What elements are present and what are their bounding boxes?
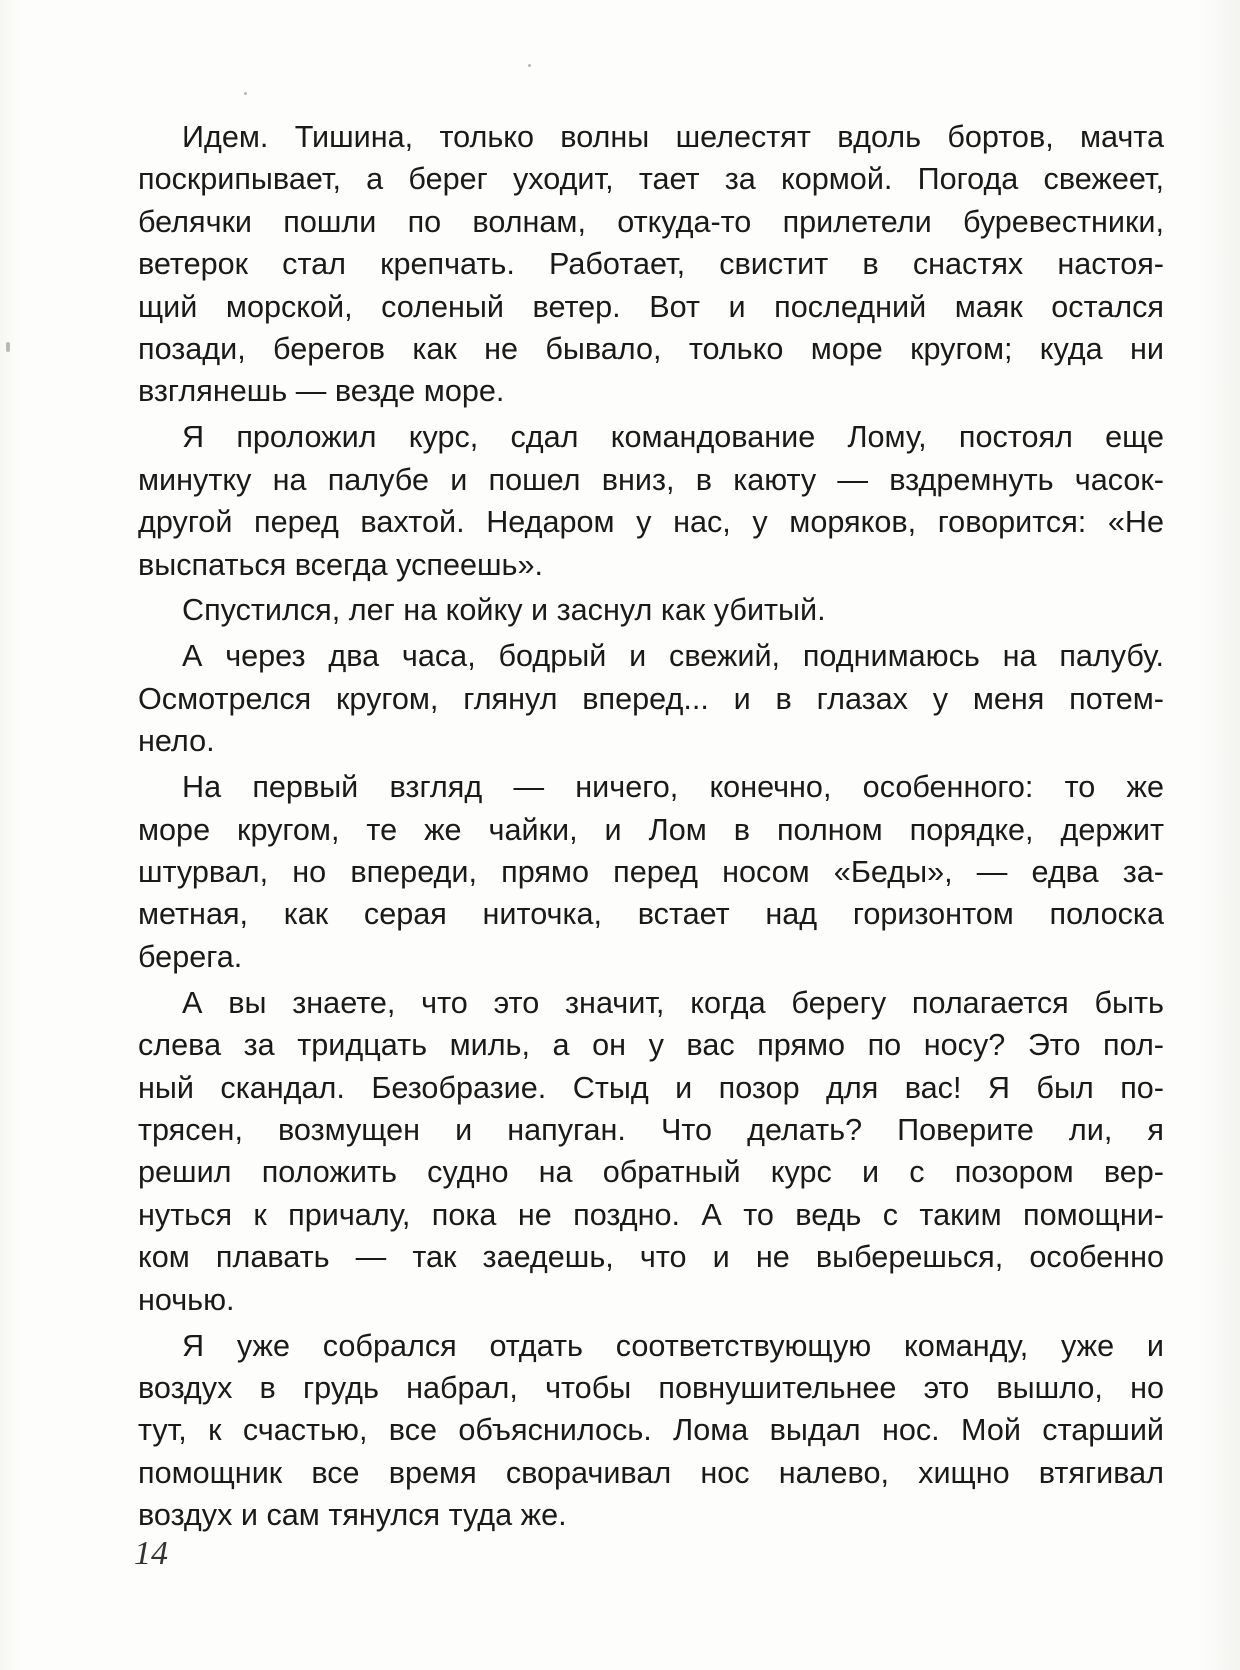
text-line: Идем. Тишина, только волны шелестят вдоль бортов, мачта: [182, 120, 1164, 154]
text-line: трясен, возмущен и напуган. Что делать? Поверите ли, я: [138, 1112, 1164, 1147]
paper-speck: [244, 92, 247, 95]
text-line: Спустился, лег на койку и заснул как убитый.: [182, 593, 826, 628]
text-line: Осмотрелся кругом, глянул вперед... и в глазах у меня потем-: [138, 681, 1164, 716]
text-line: ком плавать — так заедешь, что и не выберешься, особенно: [138, 1240, 1164, 1275]
paper-speck: [528, 64, 531, 67]
text-line: другой перед вахтой. Недаром у нас, у моряков, говорится: «Не: [138, 505, 1164, 540]
text-line: Я проложил курс, сдал командование Лому, постоял еще: [182, 420, 1164, 455]
text-line: выспаться всегда успеешь».: [138, 547, 543, 582]
text-line: слева за тридцать миль, а он у вас прямо по носу? Это пол-: [138, 1028, 1164, 1063]
text-line: помощник все время сворачивал нос налево, хищно втягивал: [138, 1455, 1164, 1490]
text-line: Я уже собрался отдать соответствующую команду, уже и: [182, 1328, 1164, 1363]
text-line: позади, берегов как не бывало, только море кругом; куда ни: [138, 331, 1164, 366]
text-line: На первый взгляд — ничего, конечно, особенного: то же: [182, 770, 1164, 805]
text-line: воздух и сам тянулся туда же.: [138, 1498, 567, 1533]
text-line: ный скандал. Безобразие. Стыд и позор для вас! Я был по-: [138, 1070, 1164, 1105]
paragraph: [138, 635, 1164, 762]
story-text: [138, 116, 1164, 1540]
paper-speck: [6, 342, 10, 352]
paragraph: [138, 1325, 1164, 1537]
text-line: белячки пошли по волнам, откуда-то прилетели буревестники,: [138, 204, 1164, 239]
text-line: берега.: [138, 939, 243, 974]
text-line: нуться к причалу, пока не поздно. А то ведь с таким помощни-: [138, 1197, 1164, 1232]
text-line: воздух в грудь набрал, чтобы повнушительнее это вышло, но: [138, 1370, 1164, 1405]
text-line: щий морской, соленый ветер. Вот и последний маяк остался: [138, 289, 1164, 324]
paragraph: [138, 766, 1164, 978]
text-line: штурвал, но впереди, прямо перед носом «Беды», — едва за-: [138, 855, 1164, 890]
paragraph: [138, 116, 1164, 413]
text-line: нело.: [138, 724, 215, 759]
text-line: море кругом, те же чайки, и Лом в полном порядке, держит: [138, 812, 1164, 847]
paragraph: [138, 416, 1164, 586]
paragraph: [138, 589, 1164, 631]
text-line: минутку на палубе и пошел вниз, в каюту — вздремнуть часок-: [138, 462, 1164, 497]
paragraph: [138, 982, 1164, 1321]
text-line: А вы знаете, что это значит, когда берегу полагается быть: [182, 985, 1164, 1020]
page-number: 14: [134, 1535, 168, 1572]
text-line: взглянешь — везде море.: [138, 374, 505, 409]
text-line: решил положить судно на обратный курс и с позором вер-: [138, 1155, 1164, 1190]
text-line: А через два часа, бодрый и свежий, поднимаюсь на палубу.: [182, 639, 1164, 674]
text-line: ночью.: [138, 1282, 235, 1317]
text-line: ветерок стал крепчать. Работает, свистит в снастях настоя-: [138, 247, 1164, 282]
text-line: метная, как серая ниточка, встает над горизонтом полоска: [138, 897, 1164, 932]
text-line: поскрипывает, а берег уходит, тает за кормой. Погода свежеет,: [138, 162, 1164, 197]
text-line: тут, к счастью, все объяснилось. Лома выдал нос. Мой старший: [138, 1413, 1164, 1448]
